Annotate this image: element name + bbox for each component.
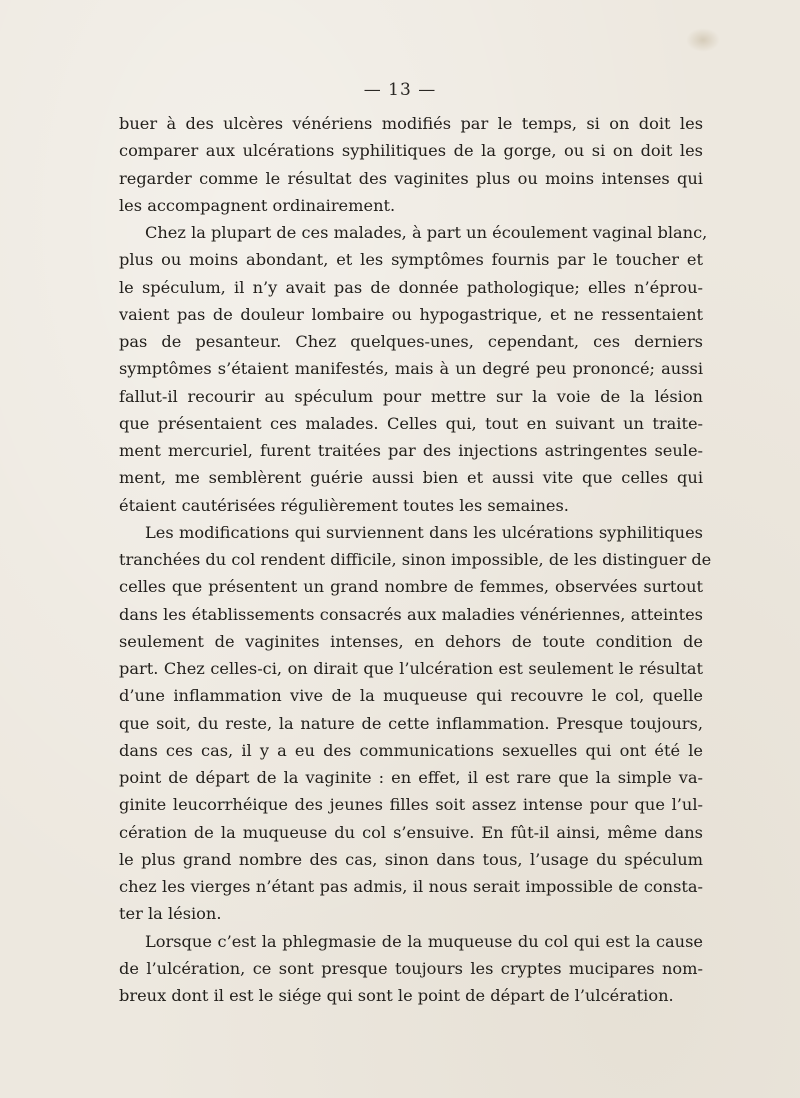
text-line: le plus grand nombre des cas, sinon dans tous, l’usage du spéculum: [119, 849, 703, 869]
text-line: seulement de vaginites intenses, en dehors de toute condition de: [119, 631, 703, 651]
text-line: ginite leucorrhéique des jeunes filles soit assez intense pour que l’ul-: [119, 795, 703, 815]
text-line: ment mercuriel, furent traitées par des injections astringentes seule-: [119, 441, 703, 460]
text-line: part. Chez celles-ci, on dirait que l’ulcération est seulement le résultat: [119, 659, 703, 678]
text-line: symptômes s’étaient manifestés, mais à un degré peu prononcé; aussi: [119, 359, 703, 379]
text-line: ment, me semblèrent guérie aussi bien et aussi vite que celles qui: [119, 468, 703, 488]
text-line: point de départ de la vaginite : en effet, il est rare que la simple va-: [119, 768, 703, 787]
text-line: vaient pas de douleur lombaire ou hypogastrique, et ne ressentaient: [119, 304, 703, 324]
text-line: Les modifications qui surviennent dans les ulcérations syphilitiques: [145, 522, 703, 542]
text-line: d’une inflammation vive de la muqueuse qui recouvre le col, quelle: [119, 686, 703, 706]
text-line: étaient cautérisées régulièrement toutes les semaines.: [119, 495, 569, 515]
text-line: regarder comme le résultat des vaginites plus ou moins intenses qui: [119, 168, 703, 188]
text-line: breux dont il est le siége qui sont le point de départ de l’ulcération.: [119, 986, 674, 1005]
text-line: ter la lésion.: [119, 904, 222, 924]
text-line: tranchées du col rendent difficile, sinon impossible, de les distinguer de: [119, 550, 712, 569]
text-line: le spéculum, il n’y avait pas de donnée pathologique; elles n’éprou-: [119, 277, 703, 297]
text-line: que soit, du reste, la nature de cette inflammation. Presque toujours,: [119, 713, 703, 733]
body-text: [119, 110, 712, 1009]
text-line: cération de la muqueuse du col s’ensuive. En fût-il ainsi, même dans: [119, 822, 703, 842]
text-line: pas de pesanteur. Chez quelques-unes, cependant, ces derniers: [119, 332, 703, 351]
text-line: de l’ulcération, ce sont presque toujours les cryptes mucipares nom-: [119, 958, 703, 978]
text-line: les accompagnent ordinairement.: [119, 195, 396, 215]
text-line: Lorsque c’est la phlegmasie de la muqueuse du col qui est la cause: [145, 931, 703, 951]
text-line: plus ou moins abondant, et les symptômes fournis par le toucher et: [119, 250, 703, 270]
text-line: chez les vierges n’étant pas admis, il nous serait impossible de consta-: [119, 877, 703, 896]
text-line: Chez la plupart de ces malades, à part un écoulement vaginal blanc,: [145, 223, 708, 242]
text-line: que présentaient ces malades. Celles qui, tout en suivant un traite-: [119, 413, 703, 433]
text-line: comparer aux ulcérations syphilitiques de la gorge, ou si on doit les: [119, 141, 703, 161]
text-line: celles que présentent un grand nombre de femmes, observées surtout: [119, 577, 703, 597]
paper-stain: [686, 28, 720, 52]
text-line: buer à des ulcères vénériens modifiés par le temps, si on doit les: [119, 114, 703, 133]
text-line: dans les établissements consacrés aux maladies vénériennes, atteintes: [119, 604, 703, 624]
text-line: fallut-il recourir au spéculum pour mettre sur la voie de la lésion: [119, 386, 703, 406]
text-line: dans ces cas, il y a eu des communications sexuelles qui ont été le: [119, 740, 703, 760]
page-number: — 13 —: [363, 80, 437, 100]
